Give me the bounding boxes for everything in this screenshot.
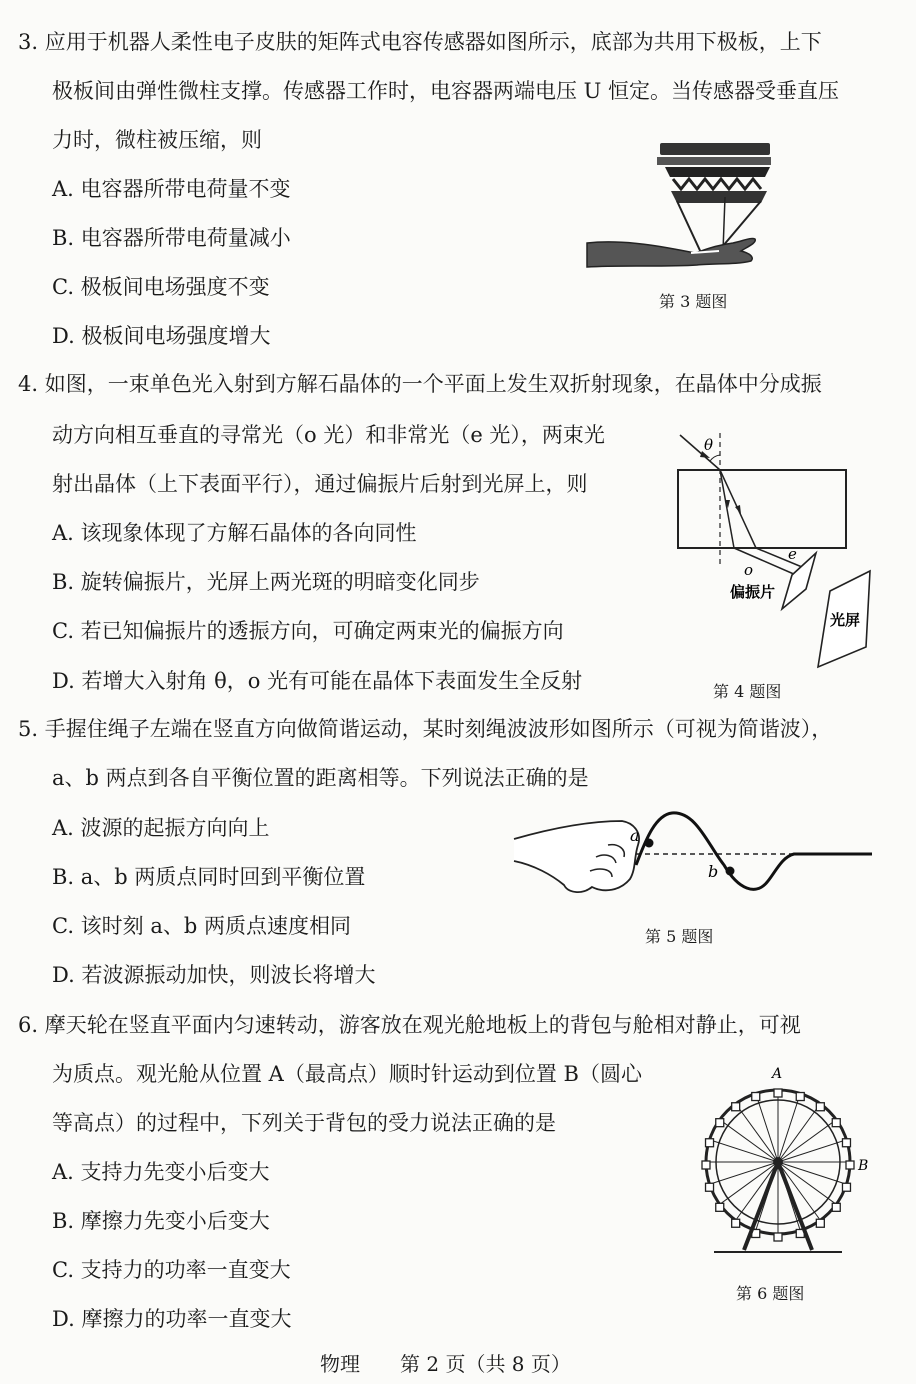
cabin: [732, 1219, 740, 1227]
theta-label: θ: [704, 436, 714, 454]
incident-ray: [680, 435, 720, 470]
cabin: [706, 1183, 714, 1191]
cabin: [774, 1233, 782, 1241]
wheel-spoke: [778, 1120, 836, 1162]
calcite-crystal: [678, 470, 846, 548]
q3-stem-line-2: 极板间由弹性微柱支撑。传感器工作时，电容器两端电压 U 恒定。当传感器受垂直压: [52, 79, 840, 103]
q5-figure-rope-wave: [512, 805, 876, 910]
e-ray-label: e: [788, 545, 797, 563]
cabin: [842, 1139, 850, 1147]
q4-figure-birefringence: [670, 425, 880, 670]
o-ray-label: o: [744, 561, 754, 579]
position-b-label: B: [858, 1158, 869, 1174]
cabin: [816, 1103, 824, 1111]
q4-option-c: C. 若已知偏振片的透振方向，可确定两束光的偏振方向: [52, 619, 564, 643]
cabin: [702, 1161, 710, 1169]
point-b: [726, 867, 735, 876]
q3-stem-line-1: 3. 应用于机器人柔性电子皮肤的矩阵式电容传感器如图所示，底部为共用下极板，上下: [18, 30, 822, 54]
q5-option-b: B. a、b 两质点同时回到平衡位置: [52, 865, 366, 889]
point-a: [645, 839, 654, 848]
cabin: [716, 1119, 724, 1127]
q3-figure-sensor-skin: [585, 135, 795, 275]
q6-stem-line-1: 6. 摩天轮在竖直平面内匀速转动，游客放在观光舱地板上的背包与舱相对静止，可视: [18, 1013, 801, 1037]
q6-figure-ferris-wheel: [700, 1062, 890, 1272]
wheel-spoke: [710, 1162, 778, 1184]
q6-stem-line-3: 等高点）的过程中，下列关于背包的受力说法正确的是: [52, 1111, 556, 1135]
arm-and-hand: [587, 238, 755, 267]
q6-stem-line-2: 为质点。观光舱从位置 A（最高点）顺时针运动到位置 B（圆心: [52, 1062, 642, 1086]
wheel-spoke: [720, 1120, 778, 1162]
o-ray-in-crystal: [720, 470, 734, 548]
q6-option-d: D. 摩擦力的功率一直变大: [52, 1307, 292, 1331]
position-a-label: A: [772, 1066, 783, 1082]
wheel-spoke: [736, 1104, 778, 1162]
q5-stem-line-1: 5. 手握住绳子左端在竖直方向做简谐运动，某时刻绳波波形如图所示（可视为简谐波），: [18, 717, 833, 741]
wheel-spoke: [756, 1094, 778, 1162]
q3-option-a: A. 电容器所带电荷量不变: [52, 177, 291, 201]
q6-caption: 第 6 题图: [736, 1284, 805, 1303]
upper-plate-array: [657, 143, 771, 203]
screen-label: 光屏: [830, 611, 861, 629]
point-a-label: a: [630, 826, 640, 845]
q3-caption: 第 3 题图: [659, 292, 728, 311]
q5-option-c: C. 该时刻 a、b 两质点速度相同: [52, 914, 351, 938]
point-b-label: b: [708, 862, 719, 881]
cabin: [816, 1219, 824, 1227]
cabin: [846, 1161, 854, 1169]
q6-option-b: B. 摩擦力先变小后变大: [52, 1209, 270, 1233]
cabin: [832, 1203, 840, 1211]
wheel-spoke: [778, 1162, 846, 1184]
wheel-spoke: [778, 1094, 800, 1162]
q3-option-c: C. 极板间电场强度不变: [52, 275, 270, 299]
polarizer-label: 偏振片: [730, 583, 776, 601]
q4-stem-line-1: 4. 如图，一束单色光入射到方解石晶体的一个平面上发生双折射现象，在晶体中分成振: [18, 372, 822, 396]
q4-caption: 第 4 题图: [713, 682, 782, 701]
q4-option-d: D. 若增大入射角 θ，o 光有可能在晶体下表面发生全反射: [52, 669, 583, 693]
q3-stem-line-3: 力时，微柱被压缩，则: [52, 128, 262, 152]
q4-stem-line-3: 射出晶体（上下表面平行），通过偏振片后射到光屏上，则: [52, 472, 588, 496]
wheel-spoke: [778, 1104, 820, 1162]
cabin: [796, 1093, 804, 1101]
q4-option-b: B. 旋转偏振片，光屏上两光斑的明暗变化同步: [52, 570, 480, 594]
cabin: [842, 1183, 850, 1191]
cabin: [752, 1093, 760, 1101]
hand: [514, 821, 639, 892]
support-leg-right: [778, 1162, 812, 1250]
cabin: [716, 1203, 724, 1211]
cabin: [732, 1103, 740, 1111]
q4-option-a: A. 该现象体现了方解石晶体的各向同性: [52, 521, 417, 545]
support-leg-left: [744, 1162, 778, 1250]
page-footer: 物理 第 2 页（共 8 页）: [320, 1352, 571, 1376]
q3-option-d: D. 极板间电场强度增大: [52, 324, 271, 348]
wheel-spoke: [778, 1140, 846, 1162]
q3-option-b: B. 电容器所带电荷量减小: [52, 226, 291, 250]
q5-option-d: D. 若波源振动加快，则波长将增大: [52, 963, 376, 987]
wave-shape: [636, 813, 872, 889]
q4-stem-line-2: 动方向相互垂直的寻常光（o 光）和非常光（e 光），两束光: [52, 423, 605, 447]
q5-stem-line-2: a、b 两点到各自平衡位置的距离相等。下列说法正确的是: [52, 766, 589, 790]
cabin: [832, 1119, 840, 1127]
wheel-spoke: [710, 1140, 778, 1162]
q5-option-a: A. 波源的起振方向向上: [52, 816, 270, 840]
cabin: [706, 1139, 714, 1147]
q6-option-a: A. 支持力先变小后变大: [52, 1160, 270, 1184]
cabin: [774, 1089, 782, 1097]
q6-option-c: C. 支持力的功率一直变大: [52, 1258, 291, 1282]
q5-caption: 第 5 题图: [645, 927, 714, 946]
